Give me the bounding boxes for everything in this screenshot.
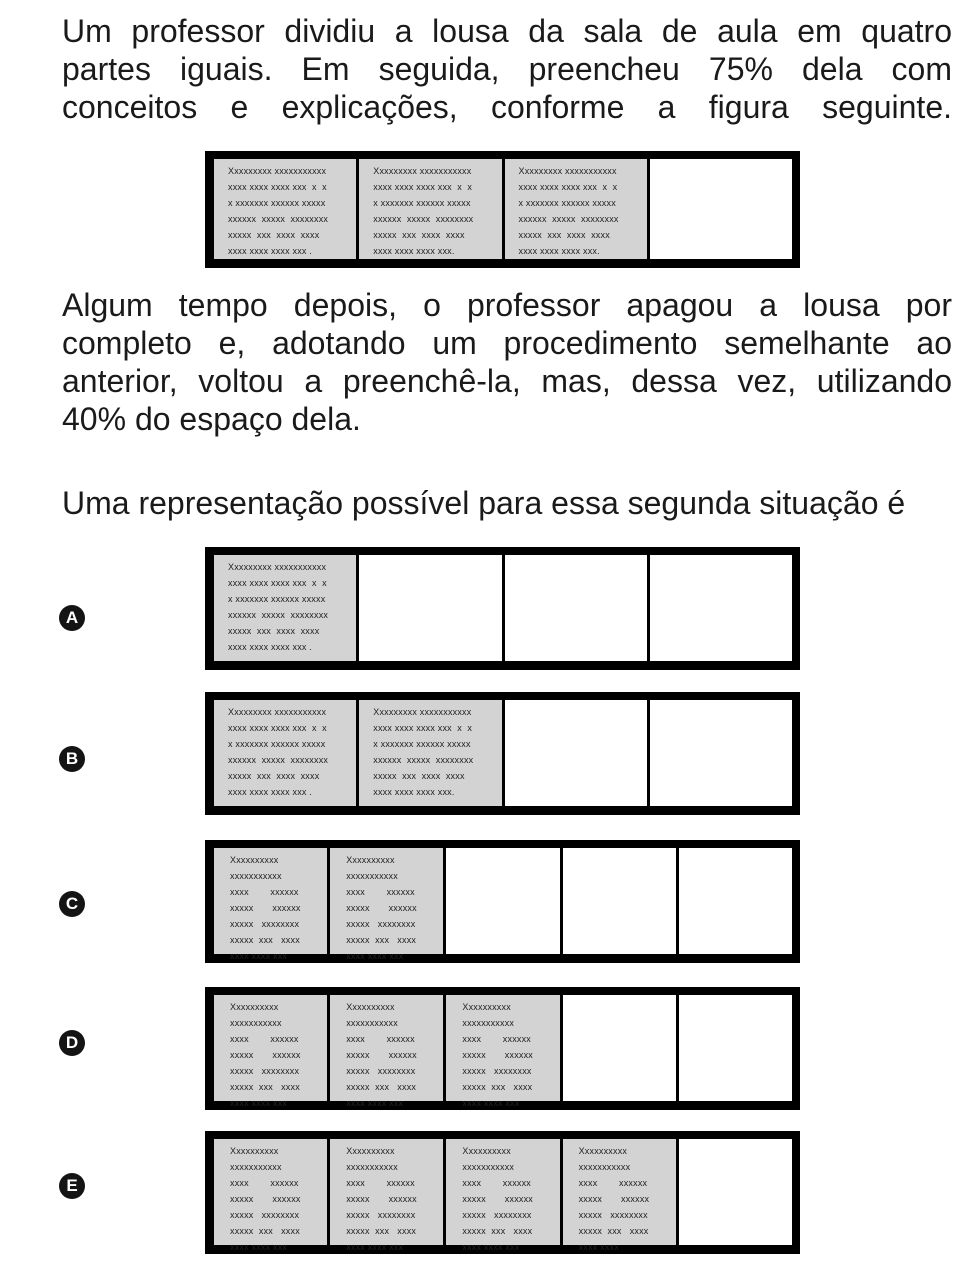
intro-line-2: partes iguais. Em seguida, preencheu 75% dela com (62, 51, 952, 87)
option-e-board[interactable] (205, 1131, 800, 1254)
option-d-board[interactable] (205, 987, 800, 1110)
intro-line-3: conceitos e explicações, conforme a figura seguinte. (62, 89, 952, 125)
placeholder-text: Xxxxxxxxx xxxxxxxxxxx xxxx xxxx xxxx xxx x x x xxxxxxx xxxxxx xxxxx xxxxxx xxxxx xxxxxxxx xxxxx xxx xxxx xxxx xxxx xxxx xxxx xxx. (518, 166, 619, 256)
second-line-2: completo e, adotando um procedimento semelhante ao (62, 325, 952, 361)
second-line-1: Algum tempo depois, o professor apagou a lousa por (62, 287, 952, 323)
option-e-label[interactable]: E (59, 1173, 85, 1199)
board-part-filled (214, 555, 356, 661)
option-a-board[interactable] (205, 547, 800, 670)
board-part-empty (505, 700, 647, 806)
placeholder-text: Xxxxxxxxxx xxxxxxxxxxx xxxx xxxxxx xxxxx xxxxxx xxxxx xxxxxxxx xxxxx xxx xxxx xxxx xxxx xxx (346, 855, 417, 961)
question-line: Uma representação possível para essa segunda situação é (62, 485, 906, 521)
placeholder-text: Xxxxxxxxx xxxxxxxxxxx xxxx xxxx xxxx xxx x x x xxxxxxx xxxxxx xxxxx xxxxxx xxxxx xxxxxxxx xxxxx xxx xxxx xxxx xxxx xxxx xxxx xxx . (228, 707, 329, 797)
question-text (62, 484, 952, 522)
board-part-filled (214, 848, 327, 961)
board-part-filled (214, 159, 356, 259)
option-c-board[interactable] (205, 840, 800, 963)
board-part-empty (505, 555, 647, 661)
board-part-filled (330, 848, 443, 961)
option-c-label[interactable]: C (59, 891, 85, 917)
placeholder-text: Xxxxxxxxx xxxxxxxxxxx xxxx xxxx xxxx xxx x x x xxxxxxx xxxxxx xxxxx xxxxxx xxxxx xxxxxxxx xxxxx xxx xxxx xxxx xxxx xxxx xxxx xxx . (228, 562, 329, 652)
board-part-empty (650, 159, 792, 259)
option-b-board[interactable] (205, 692, 800, 815)
board-part-filled (505, 159, 647, 259)
board-part-empty (446, 848, 559, 954)
placeholder-text: Xxxxxxxxx xxxxxxxxxxx xxxx xxxx xxxx xxx x x x xxxxxxx xxxxxx xxxxx xxxxxx xxxxx xxxxxxxx xxxxx xxx xxxx xxxx xxxx xxxx xxxx xxx. (373, 166, 474, 256)
second-line-4: 40% do espaço dela. (62, 401, 361, 437)
placeholder-text: Xxxxxxxxxx xxxxxxxxxxx xxxx xxxxxx xxxxx xxxxxx xxxxx xxxxxxxx xxxxx xxx xxxx xxxx xxxx xxx (346, 1146, 417, 1252)
option-b-label[interactable]: B (59, 746, 85, 772)
board-part-filled (330, 995, 443, 1108)
board-part-filled (563, 1139, 676, 1252)
placeholder-text: Xxxxxxxxxx xxxxxxxxxxx xxxx xxxxxx xxxxx xxxxxx xxxxx xxxxxxxx xxxxx xxx xxxx xxxx xxxx xxx (462, 1146, 534, 1252)
board-part-empty (650, 700, 792, 806)
board-part-empty (563, 848, 676, 954)
board-part-filled (446, 995, 559, 1108)
board-part-filled (214, 995, 327, 1108)
placeholder-text: Xxxxxxxxx xxxxxxxxxxx xxxx xxxx xxxx xxx x x x xxxxxxx xxxxxx xxxxx xxxxxx xxxxx xxxxxxxx xxxxx xxx xxxx xxxx xxxx xxxx xxxx xxx. (373, 707, 474, 797)
second-paragraph (62, 286, 952, 438)
board-part-empty (650, 555, 792, 661)
placeholder-text: Xxxxxxxxxx xxxxxxxxxxx xxxx xxxxxx xxxxx xxxxxx xxxxx xxxxxxxx xxxxx xxx xxxx xxxx xxxx xxx (230, 1146, 301, 1252)
placeholder-text: Xxxxxxxxxx xxxxxxxxxxx xxxx xxxxxx xxxxx xxxxxx xxxxx xxxxxxxx xxxxx xxx xxxx xxxx xxxx xxx (346, 1002, 417, 1108)
intro-line-1: Um professor dividiu a lousa da sala de aula em quatro (62, 13, 952, 49)
board-part-filled (330, 1139, 443, 1252)
board-part-filled (446, 1139, 559, 1252)
placeholder-text: Xxxxxxxxxx xxxxxxxxxxx xxxx xxxxxx xxxxx xxxxxx xxxxx xxxxxxxx xxxxx xxx xxxx xxxx xxxx xxx (462, 1002, 534, 1108)
board-part-filled (214, 1139, 327, 1252)
board-part-filled (359, 700, 501, 806)
second-line-3: anterior, voltou a preenchê-la, mas, dessa vez, utilizando (62, 363, 952, 399)
board-part-filled (214, 700, 356, 806)
board-part-empty (359, 555, 501, 661)
placeholder-text: Xxxxxxxxxx xxxxxxxxxxx xxxx xxxxxx xxxxx xxxxxx xxxxx xxxxxxxx xxxxx xxx xxxx xxxx xxxx xxx (230, 855, 301, 961)
board-part-empty (679, 995, 792, 1101)
placeholder-text: Xxxxxxxxx xxxxxxxxxxx xxxx xxxx xxxx xxx x x x xxxxxxx xxxxxx xxxxx xxxxxx xxxxx xxxxxxxx xxxxx xxx xxxx xxxx xxxx xxxx xxxx xxx . (228, 166, 329, 256)
board-part-filled (359, 159, 501, 259)
placeholder-text: Xxxxxxxxxx xxxxxxxxxxx xxxx xxxxxx xxxxx xxxxxx xxxxx xxxxxxxx xxxxx xxx xxxx xxxx xxxx xxx (230, 1002, 301, 1108)
board-part-empty (679, 1139, 792, 1245)
option-a-label[interactable]: A (59, 605, 85, 631)
example-board (205, 151, 800, 268)
option-d-label[interactable]: D (59, 1030, 85, 1056)
board-part-empty (563, 995, 676, 1101)
intro-paragraph (62, 12, 952, 126)
placeholder-text: Xxxxxxxxxx xxxxxxxxxxx xxxx xxxxxx xxxxx xxxxxx xxxxx xxxxxxxx xxxxx xxx xxxx xxxx xxxx (578, 1146, 650, 1252)
board-part-empty (679, 848, 792, 954)
